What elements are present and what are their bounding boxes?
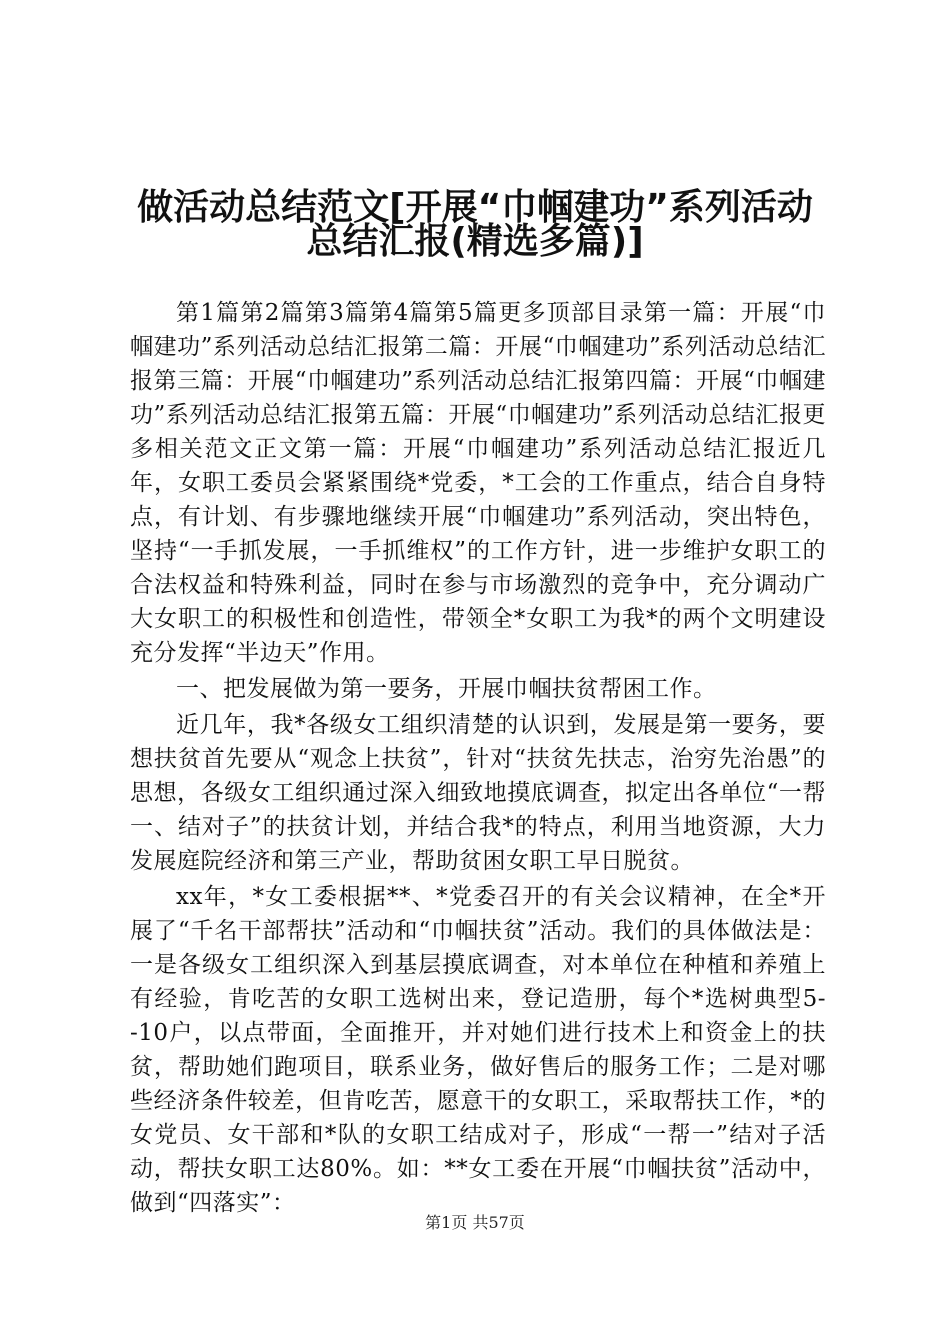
body-paragraph-2: 一、把发展做为第一要务，开展巾帼扶贫帮困工作。 xyxy=(176,676,717,702)
document-title-line-1: 做活动总结范文[开展“巾帼建功”系列活动 xyxy=(137,187,813,228)
body-paragraph-1: 第1篇第2篇第3篇第4篇第5篇更多顶部目录第一篇：开展“巾帼建功”系列活动总结汇报第二篇：开展“巾帼建功”系列活动总结汇报第三篇：开展“巾帼建功”系列活动总结汇报第四篇：开展“巾帼建功”系列活动总结汇报第五篇：开展“巾帼建功”系列活动总结汇报更多相关范文正文第一篇：开展“巾帼建功”系列活动总结汇报近几年，女职工委员会紧紧围绕*党委，*工会的工作重点，结合自身特点，有计划、有步骤地继续开展“巾帼建功”系列活动，突出特色，坚持“一手抓发展，一手抓维权”的工作方针，进一步维护女职工的合法权益和特殊利益，同时在参与市场激烈的竞争中，充分调动广大女职工的积极性和创造性，带领全*女职工为我*的两个文明建设充分发挥“半边天”作用。 xyxy=(130,300,826,666)
document-title-line-2: 总结汇报(精选多篇)] xyxy=(306,221,644,262)
document-body xyxy=(130,296,826,1222)
body-paragraph-3: 近几年，我*各级女工组织清楚的认识到，发展是第一要务，要想扶贫首先要从“观念上扶贫”，针对“扶贫先扶志，治穷先治愚”的思想，各级女工组织通过深入细致地摸底调查，拟定出各单位“一帮一、结对子”的扶贫计划，并结合我*的特点，利用当地资源，大力发展庭院经济和第三产业，帮助贫困女职工早日脱贫。 xyxy=(130,712,826,874)
page-footer: 第1页 共57页 xyxy=(425,1213,525,1232)
body-paragraph-4: xx年，*女工委根据**、*党委召开的有关会议精神，在全*开展了“千名干部帮扶”活动和“巾帼扶贫”活动。我们的具体做法是：一是各级女工组织深入到基层摸底调查，对本单位在种植和养殖上有经验，肯吃苦的女职工选树出来，登记造册，每个*选树典型5--10户，以点带面，全面推开，并对她们进行技术上和资金上的扶贫，帮助她们跑项目，联系业务，做好售后的服务工作；二是对哪些经济条件较差，但肯吃苦，愿意干的女职工，采取帮扶工作，*的女党员、女干部和*队的女职工结成对子，形成“一帮一”结对子活动，帮扶女职工达80%。如：**女工委在开展“巾帼扶贫”活动中，做到“四落实”： xyxy=(130,884,826,1216)
